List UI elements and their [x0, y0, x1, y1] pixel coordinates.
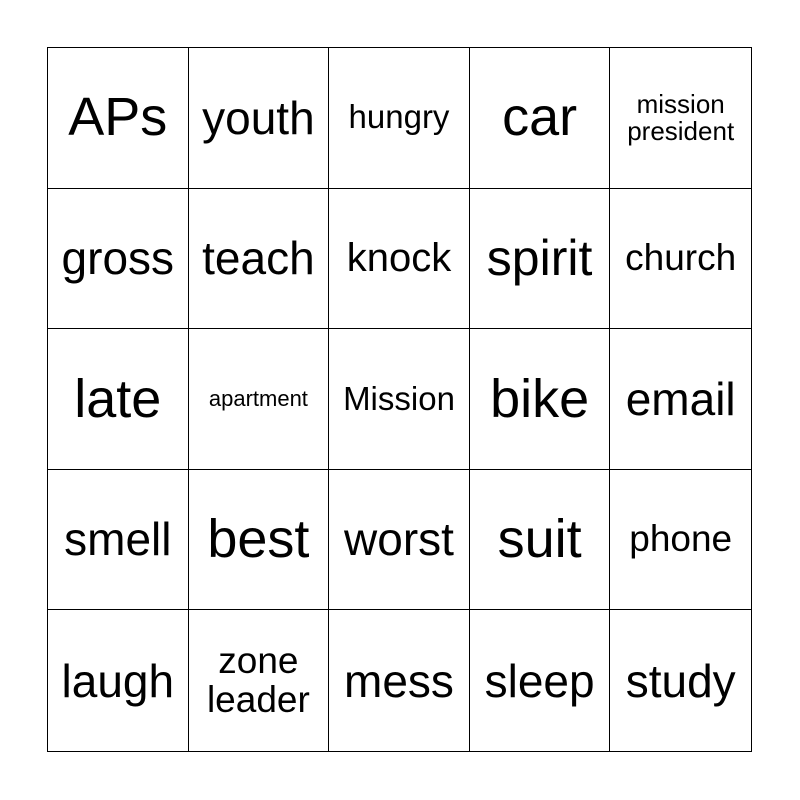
bingo-cell[interactable]: mission president	[610, 48, 751, 189]
bingo-cell[interactable]: late	[48, 329, 189, 470]
bingo-cell[interactable]: sleep	[470, 610, 611, 751]
bingo-cell[interactable]: laugh	[48, 610, 189, 751]
bingo-cell[interactable]: bike	[470, 329, 611, 470]
bingo-cell[interactable]: study	[625, 654, 736, 707]
bingo-cell[interactable]: zone leader	[189, 610, 330, 751]
bingo-cell[interactable]: spirit	[470, 189, 611, 330]
bingo-cell[interactable]: APs	[48, 48, 189, 189]
bingo-cell[interactable]: gross	[48, 189, 189, 330]
bingo-cell[interactable]: email	[610, 329, 751, 470]
bingo-grid	[47, 47, 752, 752]
bingo-cell[interactable]: knock	[329, 189, 470, 330]
bingo-cell[interactable]: hungry	[329, 48, 470, 189]
bingo-cell[interactable]: worst	[329, 470, 470, 611]
bingo-cell[interactable]: teach	[189, 189, 330, 330]
bingo-cell[interactable]: Mission	[329, 329, 470, 470]
bingo-cell[interactable]: phone	[610, 470, 751, 611]
bingo-cell[interactable]: car	[470, 48, 611, 189]
bingo-cell[interactable]: church	[610, 189, 751, 330]
bingo-cell[interactable]: suit	[470, 470, 611, 611]
bingo-cell[interactable]: apartment	[189, 329, 330, 470]
bingo-cell[interactable]: youth	[189, 48, 330, 189]
bingo-cell[interactable]: smell	[48, 470, 189, 611]
bingo-cell[interactable]: best	[189, 470, 330, 611]
bingo-cell[interactable]: mess	[329, 610, 470, 751]
